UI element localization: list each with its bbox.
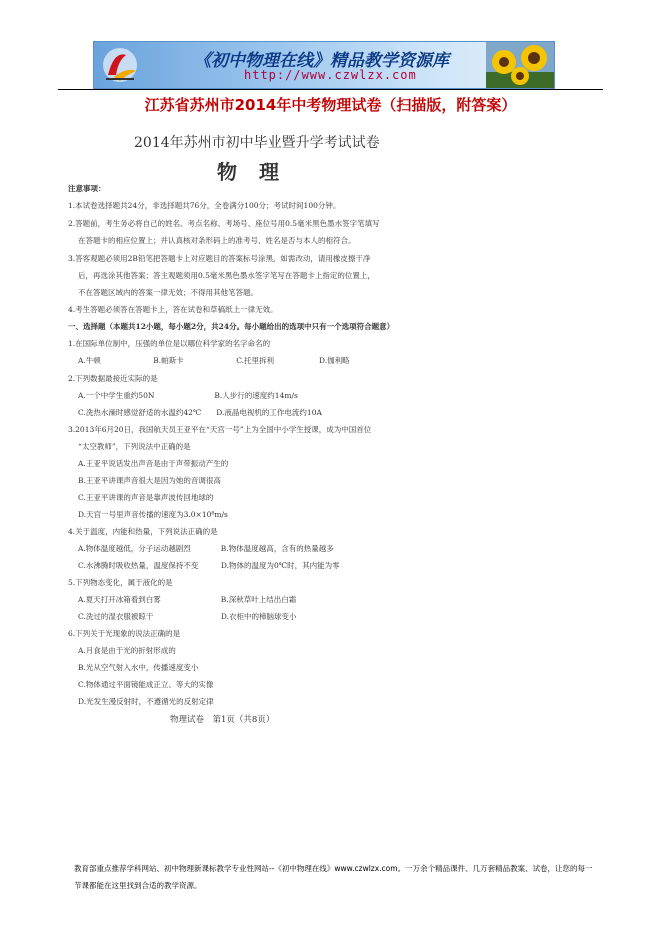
exam-subject: 物 理 bbox=[217, 160, 280, 184]
question-line: 3.2013年6月20日，我国航天员王亚平在“天宫一号”上为全国中小学生授课，成为中国首位 bbox=[68, 425, 372, 434]
site-logo-icon bbox=[100, 45, 140, 85]
question-line: A.牛顿 B.帕斯卡 C.托里拆利 D.伽利略 bbox=[78, 356, 350, 365]
question-line: A.物体温度越低，分子运动越剧烈 B.物体温度越高，含有的热量越多 bbox=[78, 544, 334, 553]
banner-title: 《初中物理在线》精品教学资源库 bbox=[194, 51, 449, 71]
question-line: A.一个中学生重约50N B.人步行的速度约14m/s bbox=[78, 391, 298, 400]
sunflower-image bbox=[486, 42, 554, 88]
question-line: C.洗热水澡时感觉舒适的水温约42℃ D.液晶电视机的工作电流约10A bbox=[78, 408, 322, 417]
notes-heading: 注意事项： bbox=[68, 184, 106, 193]
question-line: A.夏天打开冰箱看到白雾 B.深秋草叶上结出白霜 bbox=[78, 595, 297, 604]
question-line: B.王亚平讲课声音很大是因为她的音调很高 bbox=[78, 476, 221, 485]
question-line: 4.关于温度，内能和热量，下列说法正确的是 bbox=[68, 527, 218, 536]
section-heading: 一、选择题（本题共12小题，每小题2分，共24分。每小题给出的选项中只有一个选项符合题意） bbox=[68, 322, 395, 331]
question-line: 5.下列物态变化，属于液化的是 bbox=[68, 578, 173, 587]
page-footer: 物理试卷 第1页（共8页） bbox=[170, 715, 275, 725]
question-line: D.天宫一号里声音传播的速度为3.0×10⁸m/s bbox=[78, 510, 228, 519]
question-line: A.王亚平说话发出声音是由于声带振动产生的 bbox=[78, 459, 229, 468]
question-line: D.光发生漫反射时，不遵循光的反射定律 bbox=[78, 697, 214, 706]
question-line: 1.在国际单位制中，压强的单位是以哪位科学家的名字命名的 bbox=[68, 339, 271, 348]
document-title: 江苏省苏州市2014年中考物理试卷（扫描版，附答案） bbox=[144, 96, 517, 114]
note-line: 在答题卡的相应位置上；并认真核对条形码上的准考号、姓名是否与本人的相符合。 bbox=[78, 236, 356, 245]
question-line: B.光从空气射入水中，传播速度变小 bbox=[78, 663, 199, 672]
question-line: “太空教师”，下列说法中正确的是 bbox=[78, 442, 191, 451]
question-line: 6.下列关于光现象的说法正确的是 bbox=[68, 629, 181, 638]
header-banner bbox=[93, 41, 555, 89]
note-line: 不在答题区域内的答案一律无效；不得用其他笔答题。 bbox=[78, 288, 258, 297]
bottom-note: 教育部重点推荐学科网站、初中物理新课标教学专业性网站--《初中物理在线》www.czwlzx.com。一万余个精品课件、几万套精品教案、试卷，让您的每一节课都能在这里找到合适的教学资源。 bbox=[74, 864, 593, 890]
note-line: 3.答客观题必须用2B铅笔把答题卡上对应题目的答案标号涂黑，如需改动，请用橡皮擦干净 bbox=[68, 254, 371, 263]
question-line: A.月食是由于光的折射形成的 bbox=[78, 646, 176, 655]
question-line: C.水沸腾时吸收热量，温度保持不变 D.物体的温度为0℃时，其内能为零 bbox=[78, 561, 340, 570]
note-line: 1.本试卷选择题共24分，非选择题共76分，全卷满分100分；考试时间100分钟。 bbox=[68, 201, 341, 210]
note-line: 4.考生答题必须答在答题卡上，答在试卷和草稿纸上一律无效。 bbox=[68, 305, 278, 314]
question-line: C.王亚平讲课的声音是靠声波传回地球的 bbox=[78, 493, 214, 502]
banner-url: http://www.czwlzx.com bbox=[244, 68, 417, 82]
scanned-exam-page bbox=[62, 124, 482, 734]
note-line: 2.答题前，考生务必将自己的姓名、考点名称、考场号、座位号用0.5毫米黑色墨水签字笔填写 bbox=[68, 219, 380, 228]
exam-title: 2014年苏州市初中毕业暨升学考试试卷 bbox=[134, 135, 380, 151]
question-line: C.物体通过平面镜能成正立、等大的实像 bbox=[78, 680, 214, 689]
note-line: 后，再选涂其他答案；答主观题须用0.5毫米黑色墨水签字笔写在答题卡上指定的位置上， bbox=[78, 271, 375, 280]
question-line: C.洗过的湿衣服被晾干 D.衣柜中的樟脑球变小 bbox=[78, 612, 297, 621]
divider bbox=[58, 89, 603, 90]
question-line: 2.下列数据最接近实际的是 bbox=[68, 374, 158, 383]
